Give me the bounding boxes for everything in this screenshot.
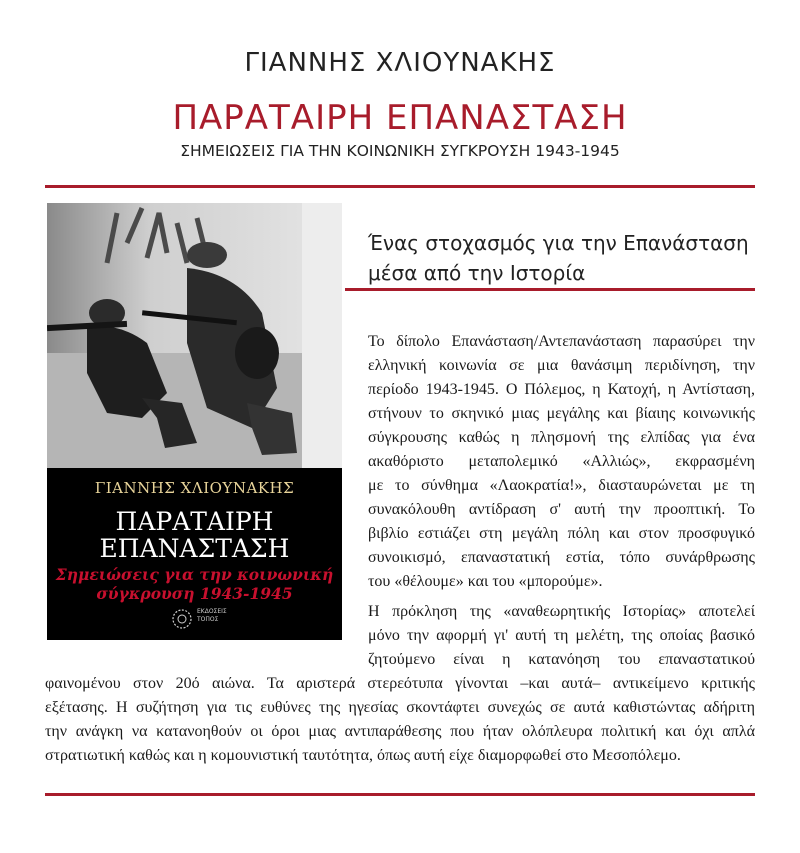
cover-photo xyxy=(47,203,342,468)
text-line: Το δίπολο Επανάσταση/Αντεπανάσταση παρασύρει την xyxy=(368,333,755,350)
top-divider xyxy=(45,185,755,188)
text-line: ελληνική κοινωνία σε μια θανάσιμη περιδίνηση, την xyxy=(368,357,755,374)
text-line: την ανάγκη να κατανοηθούν οι όροι μιας αντιπαράθεσης που ήταν ολόπλευρα πολιτική και όχι απλά xyxy=(45,723,755,740)
tagline-line: Ένας στοχασμός για την Επανάσταση xyxy=(368,231,749,255)
author-name: ΓΙΑΝΝΗΣ ΧΛΙΟΥΝΑΚΗΣ xyxy=(244,48,556,78)
cover-subtitle-line: σύγκρουση 1943-1945 xyxy=(96,584,293,603)
paragraph-1 xyxy=(368,330,755,594)
book-subtitle: ΣΗΜΕΙΩΣΕΙΣ ΓΙΑ ΤΗΝ ΚΟΙΝΩΝΙΚΗ ΣΥΓΚΡΟΥΣΗ 1943-1945 xyxy=(180,142,620,160)
cover-title-line: ΠΑΡΑΤΑΙΡΗ xyxy=(115,507,274,536)
text-line: ακαθόριστο μεταπολεμικό «Αλλιώς», εκφρασμένη xyxy=(368,453,755,470)
text-line: στρατιωτική καθώς και η κομουνιστική ταυτότητα, όπως αυτή είχε διαμορφωθεί στο Μεσοπόλεμο. xyxy=(45,747,681,764)
text-line: περίοδο 1943-1945. Ο Πόλεμος, η Κατοχή, η Αντίσταση, xyxy=(368,381,755,398)
text-line: φαινομένου στον 20ό αιώνα. Τα αριστερά στερεότυπα γίνονται –και αυτά– αντικείμενο κριτικής xyxy=(45,675,755,692)
book-title: ΠΑΡΑΤΑΙΡΗ ΕΠΑΝΑΣΤΑΣΗ xyxy=(172,98,628,138)
text-line: συνοικισμό, επαναστατική εστία, τόπο συνάρθρωσης xyxy=(368,549,755,566)
publisher-small-label: ΕΚΔΟΣΕΙΣ xyxy=(197,608,227,615)
middle-divider xyxy=(345,288,755,291)
paragraph-2-wide xyxy=(45,672,755,768)
text-line: του «θέλουμε» και του «μπορούμε». xyxy=(368,573,603,590)
publisher-label: ΤΟΠΟΣ xyxy=(197,616,219,623)
text-line: ζητούμενο είναι η κατανόηση του επαναστατικού xyxy=(368,651,755,668)
text-line: βιβλίο εστιάζει στη μεγάλη πόλη και στον προσφυγικό xyxy=(368,525,755,542)
cover-title-line: ΕΠΑΝΑΣΤΑΣΗ xyxy=(99,534,290,563)
text-line: μόνο την αφορμή γι' αυτή τη μελέτη, της οποίας βασικό xyxy=(368,627,755,644)
paragraph-2-narrow xyxy=(368,600,755,672)
text-line: σύγκρουσης καθώς η πλησμονή της ελπίδας για ένα xyxy=(368,429,755,446)
book-cover xyxy=(47,203,342,640)
cover-author: ΓΙΑΝΝΗΣ ΧΛΙΟΥΝΑΚΗΣ xyxy=(94,479,295,497)
text-line: στήνουν το σκηνικό μιας μεγάλης και βίαιης κοινωνικής xyxy=(368,405,755,422)
text-line: συνακόλουθη αντίδραση σ' αυτή την προοπτική. Το xyxy=(368,501,755,518)
publisher-name xyxy=(197,608,227,624)
text-line: εξέτασης. Η συζήτηση για τις ευθύνες της ηγεσίας σκοντάφτει συνεχώς σε αυτά καθιστώντας αδήριτη xyxy=(45,699,755,716)
publisher-logo-icon xyxy=(171,608,193,630)
cover-title xyxy=(47,508,342,562)
cover-subtitle xyxy=(47,565,342,603)
text-line: Η πρόκληση της «αναθεωρητικής Ιστορίας» αποτελεί xyxy=(368,603,755,620)
tagline-line: μέσα από την Ιστορία xyxy=(368,261,586,285)
tagline xyxy=(368,228,758,288)
cover-subtitle-line: Σημειώσεις για την κοινωνική xyxy=(55,565,334,584)
bottom-divider xyxy=(45,793,755,796)
text-line: με το σύνθημα «Λαοκρατία!», διασταυρώνεται με τη xyxy=(368,477,755,494)
